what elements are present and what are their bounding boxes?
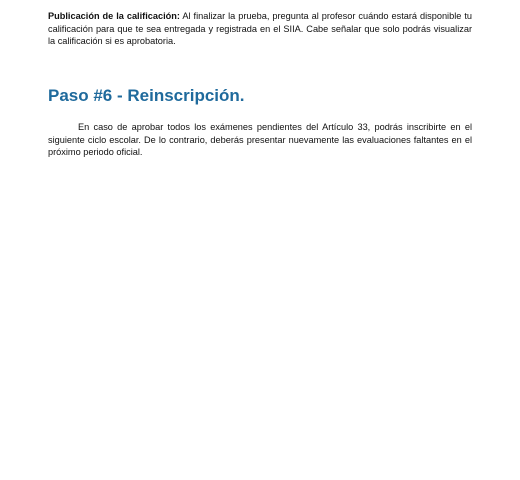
publicacion-paragraph bbox=[48, 10, 472, 48]
publicacion-label: Publicación de la calificación: bbox=[48, 11, 180, 21]
paso-6-heading: Paso #6 - Reinscripción. bbox=[48, 86, 245, 105]
reinscripcion-paragraph: En caso de aprobar todos los exámenes pendientes del Artículo 33, podrás inscribirte en el siguiente ciclo escolar. De lo contrario, deberás presentar nuevamente las evaluaciones faltantes en el próximo periodo oficial. bbox=[48, 122, 472, 158]
publicacion-text: Al finalizar la prueba, pregunta al profesor cuándo estará disponible tu calificación para que te sea entregada y registrada en el SIIA. Cabe señalar que solo podrás visualizar la calificación si es aprobatoria. bbox=[48, 11, 472, 47]
